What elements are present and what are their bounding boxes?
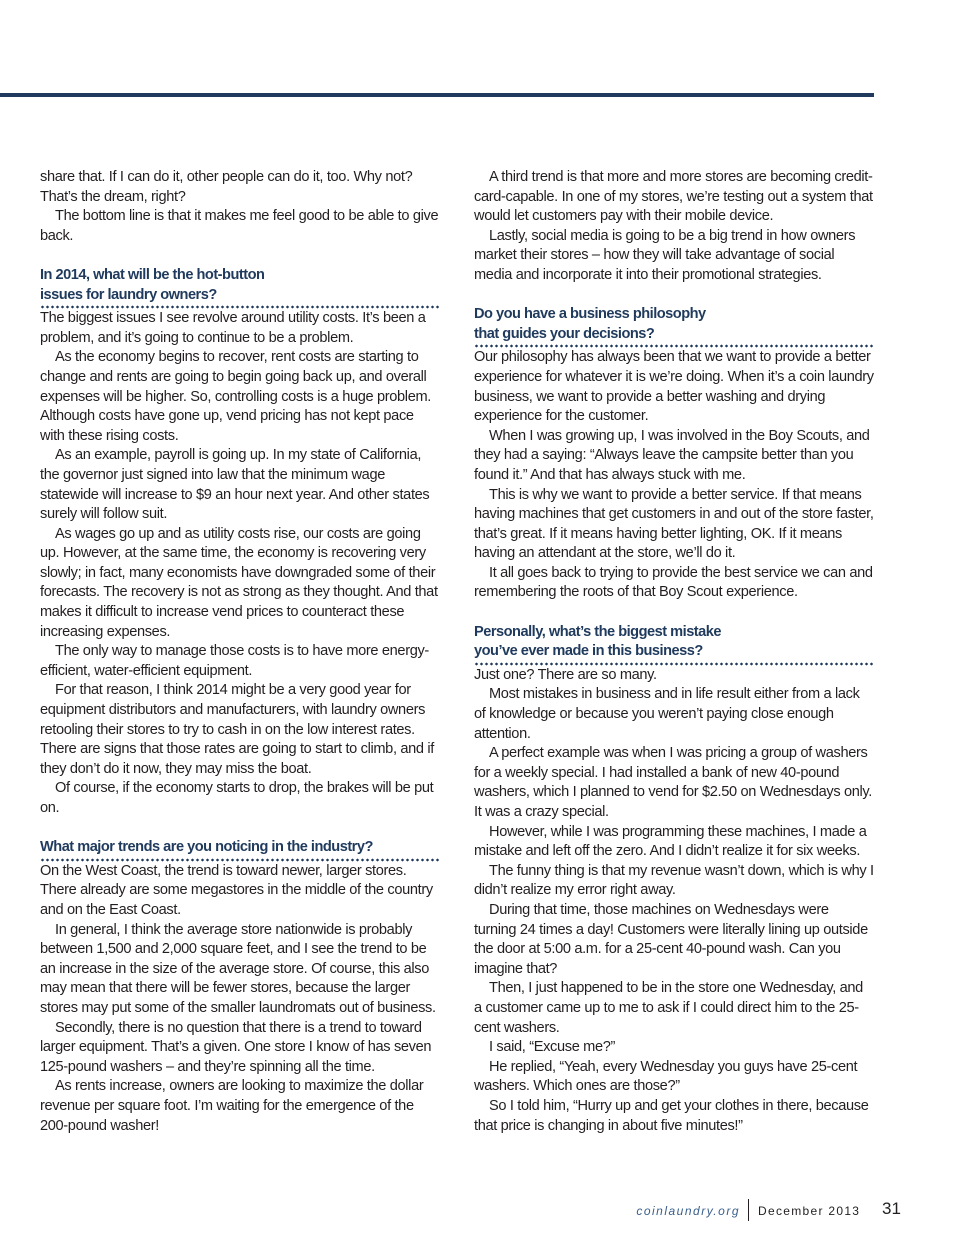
question-line: you’ve ever made in this business? [474, 643, 703, 660]
paragraph: It all goes back to trying to provide the best service we can and remembering the roots of that Boy Scout experience. [474, 564, 873, 601]
paragraph: The only way to manage those costs is to have more energy-efficient, water-efficient equipment. [40, 643, 429, 679]
paragraph: In general, I think the average store nationwide is probably between 1,500 and 2,000 square feet, and I see the trend to be an increase in the size of the average store. Of course, this also may mean that there will be fewer stores, because the larger stores may put some of the smaller laundromats out of business. [40, 921, 436, 1016]
paragraph: He replied, “Yeah, every Wednesday you guys have 25-cent washers. Which ones are those?” [474, 1058, 858, 1095]
question-heading [40, 838, 440, 862]
paragraph: During that time, those machines on Wednesdays were turning 24 times a day! Customers were literally lining up outside the door at 5:00 a.m. for a 25-cent 40-pound wash. Can you imagine that? [474, 901, 868, 977]
paragraph: I said, “Excuse me?” [489, 1039, 616, 1056]
footer-date: December 2013 [758, 1204, 861, 1218]
page-footer [0, 1199, 960, 1223]
paragraph: A third trend is that more and more stores are becoming credit-card-capable. In one of my stores, we’re testing out a system that would let customers pay with their mobile device. [474, 169, 873, 225]
question-line: issues for laundry owners? [40, 286, 217, 303]
paragraph: The biggest issues I see revolve around utility costs. It’s been a problem, and it’s going to continue to be a problem. [40, 310, 426, 346]
paragraph: Our philosophy has always been that we want to provide a better experience for whatever it is we’re doing. When it’s a coin laundry business, we want to provide a better washing and drying experience for the customer. [474, 349, 874, 425]
paragraph: However, while I was programming these machines, I made a mistake and left off the zero. And I didn’t realize it for six weeks. [474, 823, 867, 860]
paragraph: A perfect example was when I was pricing a group of washers for a weekly special. I had installed a bank of new 40-pound washers, which I planned to vend for $2.50 on Wednesdays only. It was a crazy special. [474, 745, 872, 820]
question-line: What major trends are you noticing in the industry? [40, 839, 373, 856]
question-heading [474, 623, 874, 666]
paragraph: Lastly, social media is going to be a big trend in how owners market their stores – how they will take advantage of social media and incorporate it into their promotional strategies. [474, 227, 856, 283]
left-column [40, 168, 440, 1136]
question-heading [474, 305, 874, 348]
paragraph: As rents increase, owners are looking to maximize the dollar revenue per square foot. I’m waiting for the emergence of the 200-pound washer! [40, 1078, 424, 1134]
paragraph: Just one? There are so many. [474, 666, 657, 683]
paragraph: So I told him, “Hurry up and get your clothes in there, because that price is changing in about five minutes!” [474, 1097, 869, 1134]
question-heading [40, 266, 440, 309]
paragraph: The funny thing is that my revenue wasn’t down, which is why I didn’t realize my error right away. [474, 862, 874, 899]
paragraph: Of course, if the economy starts to drop, the brakes will be put on. [40, 780, 434, 816]
question-line: Do you have a business philosophy [474, 306, 706, 323]
paragraph: share that. If I can do it, other people can do it, too. Why not? That’s the dream, right? [40, 169, 413, 205]
page-number: 31 [882, 1199, 901, 1218]
paragraph: This is why we want to provide a better service. If that means having machines that get customers in and out of the store faster, that’s great. If it means having better lighting, OK. If it means having an attendant at the store, we’ll do it. [474, 486, 874, 562]
question-line: that guides your decisions? [474, 325, 655, 342]
paragraph: As the economy begins to recover, rent costs are starting to change and rents are going to begin going back up, and overall expenses will be higher. So, controlling costs is a huge problem. Although costs have gone up, vend pricing has not kept pace with these rising costs. [40, 349, 431, 444]
paragraph: As an example, payroll is going up. In my state of California, the governor just signed into law that the minimum wage statewide will increase to $9 an hour next year. And other states surely will follow suit. [40, 447, 430, 523]
paragraph: The bottom line is that it makes me feel good to be able to give back. [40, 208, 439, 244]
paragraph: Secondly, there is no question that there is a trend to toward larger equipment. That’s a given. One store I know of has seven 125-pound washers – and they’re spinning all the time. [40, 1019, 432, 1075]
question-line: In 2014, what will be the hot-button [40, 266, 265, 283]
paragraph: On the West Coast, the trend is toward newer, larger stores. There already are some megastores in the middle of the country and on the East Coast. [40, 862, 433, 918]
question-line: Personally, what’s the biggest mistake [474, 623, 722, 640]
paragraph: Then, I just happened to be in the store one Wednesday, and a customer came up to me to ask if I could direct him to the 25-cent washers. [474, 980, 863, 1036]
footer-website: coinlaundry.org [636, 1204, 740, 1218]
paragraph: Most mistakes in business and in life result either from a lack of knowledge or because you weren’t paying close enough attention. [474, 686, 860, 742]
paragraph: As wages go up and as utility costs rise, our costs are going up. However, at the same time, the economy is recovering very slowly; in fact, many economists have downgraded some of their forecasts. The recovery is not as strong as they thought. And that makes it difficult to increase vend prices to counteract these increasing expenses. [40, 525, 438, 640]
right-column [474, 168, 874, 1136]
footer-divider [748, 1199, 749, 1221]
header-rule [0, 93, 874, 97]
paragraph: When I was growing up, I was involved in the Boy Scouts, and they had a saying: “Always leave the campsite better than you found it.” And that has always stuck with me. [474, 427, 870, 483]
paragraph: For that reason, I think 2014 might be a very good year for equipment distributors and manufacturers, with laundry owners retooling their stores to try to cash in on the low interest rates. There are signs that those rates are going to start to climb, and if they don’t do it now, they may miss the boat. [40, 682, 434, 777]
